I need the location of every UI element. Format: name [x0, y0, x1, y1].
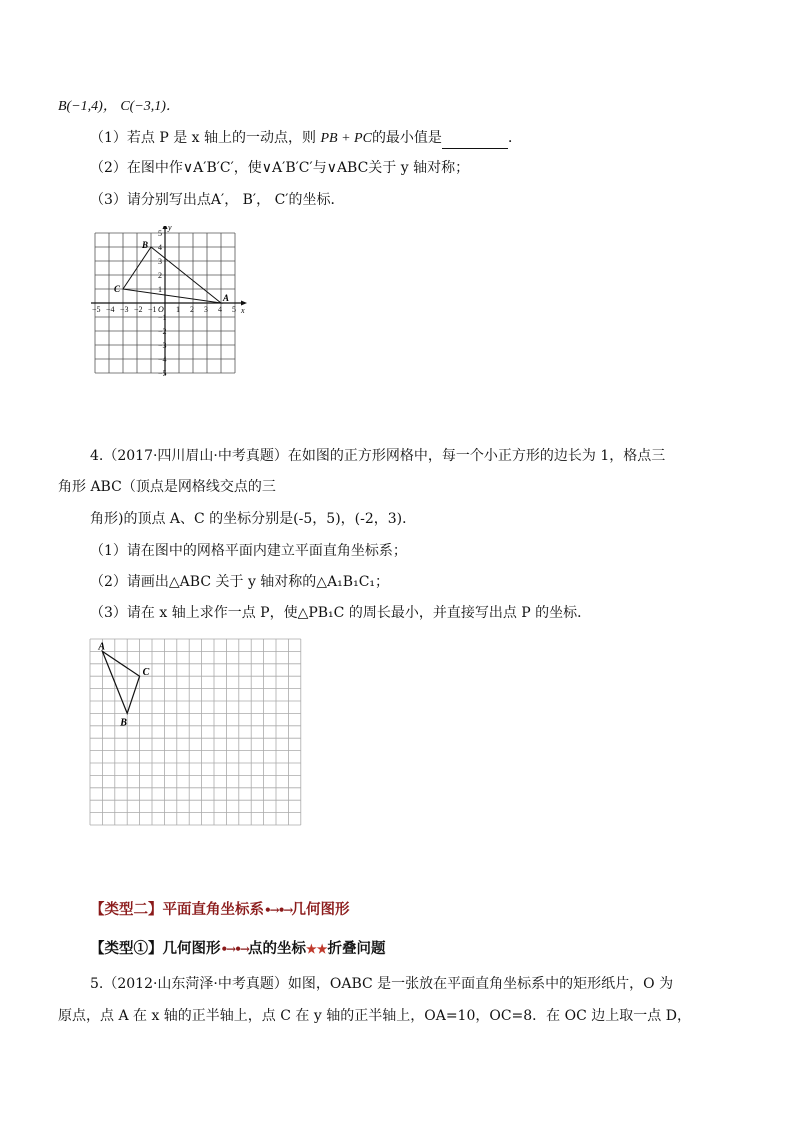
type1-arrow: •→•→	[220, 942, 248, 956]
x-tick-label: −2	[134, 305, 143, 314]
type1-label: 【类型①】几何图形	[90, 940, 221, 957]
y-tick-label: −1	[158, 313, 167, 322]
type1-stars: ★★	[305, 942, 328, 956]
y-axis-label: y	[168, 226, 172, 232]
problem4-question-1: （1）请在图中的网格平面内建立平面直角坐标系；	[90, 543, 407, 559]
y-tick-label: −3	[158, 341, 167, 350]
problem3-question-3: （3）请分别写出点A′， B′， C′的坐标．	[90, 192, 345, 208]
type2-label: 【类型二】平面直角坐标系	[90, 901, 264, 918]
problem4-question-2: （2）请画出△ABC 关于 y 轴对称的△A₁B₁C₁；	[90, 574, 390, 590]
x-tick-label: 5	[232, 305, 236, 314]
x-tick-label: 3	[204, 305, 208, 314]
q1-end: ．	[507, 130, 522, 146]
y-tick-label: 5	[158, 229, 162, 238]
y-axis-arrow	[163, 226, 168, 229]
point-a-label: A	[98, 641, 106, 653]
problem4-grid-figure	[88, 636, 310, 832]
point-c-label: C	[114, 284, 121, 294]
problem4-line-1: 4.（2017·四川眉山·中考真题）在如图的正方形网格中，每一个小正方形的边长为 1，格点三	[90, 448, 666, 464]
q1-suffix: 的最小值是	[371, 130, 442, 146]
problem3-coordinate-figure	[86, 226, 252, 382]
y-tick-label: −5	[158, 369, 167, 378]
y-tick-label: 2	[158, 271, 162, 280]
q1-expr: PB + PC	[320, 131, 372, 146]
problem5-line-2: 原点，点 A 在 x 轴的正半轴上，点 C 在 y 轴的正半轴上，OA=10，OC=8．在 OC 边上取一点 D，	[58, 1008, 691, 1024]
section-type-2-heading	[90, 898, 349, 919]
x-tick-label: −4	[106, 305, 115, 314]
coords-text: B(−1,4)， C(−3,1)．	[58, 99, 180, 114]
point-b-label: B	[142, 240, 149, 250]
answer-blank	[442, 128, 508, 149]
type2-arrow: •→•→	[264, 903, 292, 917]
type2-end: 几何图形	[291, 901, 350, 918]
point-c-label: C	[142, 667, 150, 679]
x-tick-label: −3	[120, 305, 129, 314]
problem3-question-1	[90, 128, 522, 149]
x-axis-arrow	[241, 301, 247, 306]
q1-prefix: （1）若点 P 是 x 轴上的一动点，则	[90, 130, 317, 146]
origin-label: O	[158, 305, 164, 314]
problem4-line-3: 角形)的顶点 A、C 的坐标分别是(-5，5)，(-2，3)．	[90, 511, 417, 527]
y-tick-label: −2	[158, 327, 167, 336]
problem4-line-2: 角形 ABC（顶点是网格线交点的三	[58, 479, 276, 495]
x-tick-label: −5	[92, 305, 101, 314]
y-tick-label: −4	[158, 355, 167, 364]
x-tick-label: 2	[190, 305, 194, 314]
problem5-line-1: 5.（2012·山东菏泽·中考真题）如图，OABC 是一张放在平面直角坐标系中的矩形纸片，O 为	[90, 976, 674, 992]
section-type-1-heading	[90, 937, 385, 958]
point-a-label: A	[223, 293, 230, 303]
y-tick-label: 3	[158, 257, 162, 266]
x-tick-label: 4	[218, 305, 222, 314]
problem3-coords	[58, 96, 180, 117]
y-tick-label: 1	[158, 285, 162, 294]
point-b-label: B	[120, 717, 127, 729]
problem3-question-2: （2）在图中作∨A′B′C′，使∨A′B′C′与∨ABC关于 y 轴对称；	[90, 160, 470, 176]
type1-mid: 点的坐标	[247, 940, 306, 957]
type1-end: 折叠问题	[327, 940, 386, 957]
x-tick-label: 1	[176, 305, 180, 314]
x-tick-label: −1	[148, 305, 157, 314]
x-axis-label: x	[241, 306, 245, 315]
problem4-question-3: （3）请在 x 轴上求作一点 P，使△PB₁C 的周长最小，并直接写出点 P 的坐标．	[90, 605, 592, 621]
y-tick-label: 4	[158, 243, 162, 252]
